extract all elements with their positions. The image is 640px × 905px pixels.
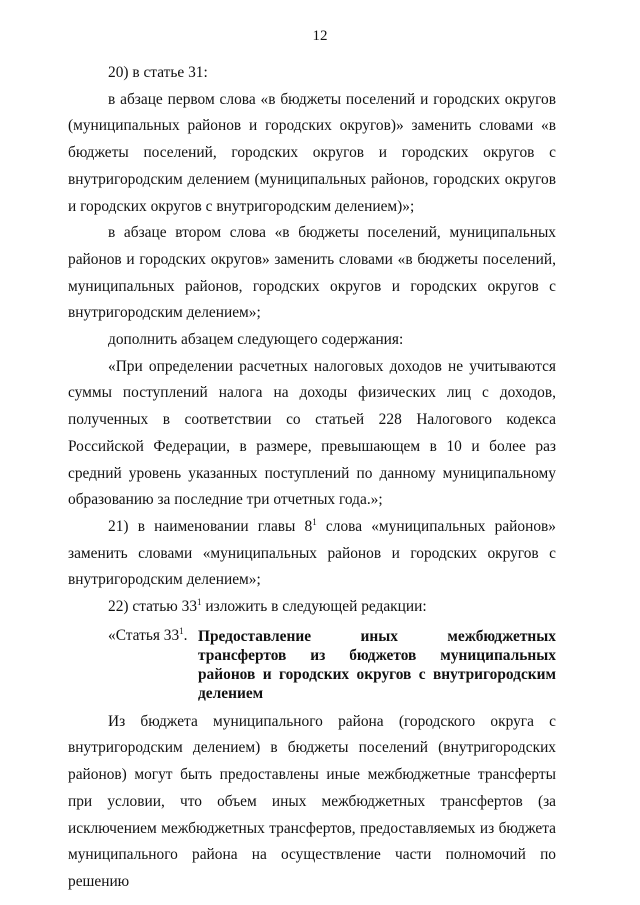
paragraph-item-22: 22) статью $33^1$ изложить в следующей редакции: bbox=[108, 597, 427, 616]
article-label: «Статья $33^1$. bbox=[108, 625, 188, 644]
paragraph-item-21: 21) в наименовании главы $8^1$ слова «муниципальных районов» заменить словами «муниципальных районов и городских округов с внутригородским делением»; bbox=[68, 516, 556, 589]
paragraph-final: Из бюджета муниципального района (городского округа с внутригородским делением) в бюджеты поселений (внутригородских районов) могут быть предоставлены иные межбюджетные трансферты при условии, что объем иных межбюджетных трансфертов (за исключением межбюджетных трансфертов, предоставляемых из бюджета муниципального района на осуществление части полномочий по решению bbox=[68, 712, 556, 890]
paragraph-abzac-2: в абзаце втором слова «в бюджеты поселений, муниципальных районов и городских округов» заменить словами «в бюджеты поселений, муниципальных районов, городских округов и городских округов с внутригородским делением»; bbox=[68, 224, 556, 322]
page-number: 12 bbox=[312, 28, 328, 44]
document-body bbox=[68, 60, 556, 896]
article-heading bbox=[68, 623, 556, 709]
paragraph-item-20: 20) в статье 31: bbox=[108, 64, 208, 81]
article-title: Предоставление иных межбюджетных трансфертов из бюджетов муниципальных районов и городских округов с внутригородским делением bbox=[198, 627, 556, 702]
paragraph-quote: «При определении расчетных налоговых доходов не учитываются суммы поступлений налога на доходы физических лиц с доходов, полученных в соответствии со статьей 228 Налогового кодекса Российской Федерации, в размере, превышающем в 10 и более раз средний уровень указанных поступлений по данному муниципальному образованию за последние три отчетных года.»; bbox=[68, 357, 556, 509]
paragraph-add-abzac: дополнить абзацем следующего содержания: bbox=[108, 331, 404, 349]
paragraph-abzac-1: в абзаце первом слова «в бюджеты поселений и городских округов (муниципальных районов и городских округов)» заменить словами «в бюджеты поселений, городских округов и городских округов с внутригородским делением (муниципальных районов, городских округов и городских округов с внутригородским делением)»; bbox=[68, 90, 556, 215]
